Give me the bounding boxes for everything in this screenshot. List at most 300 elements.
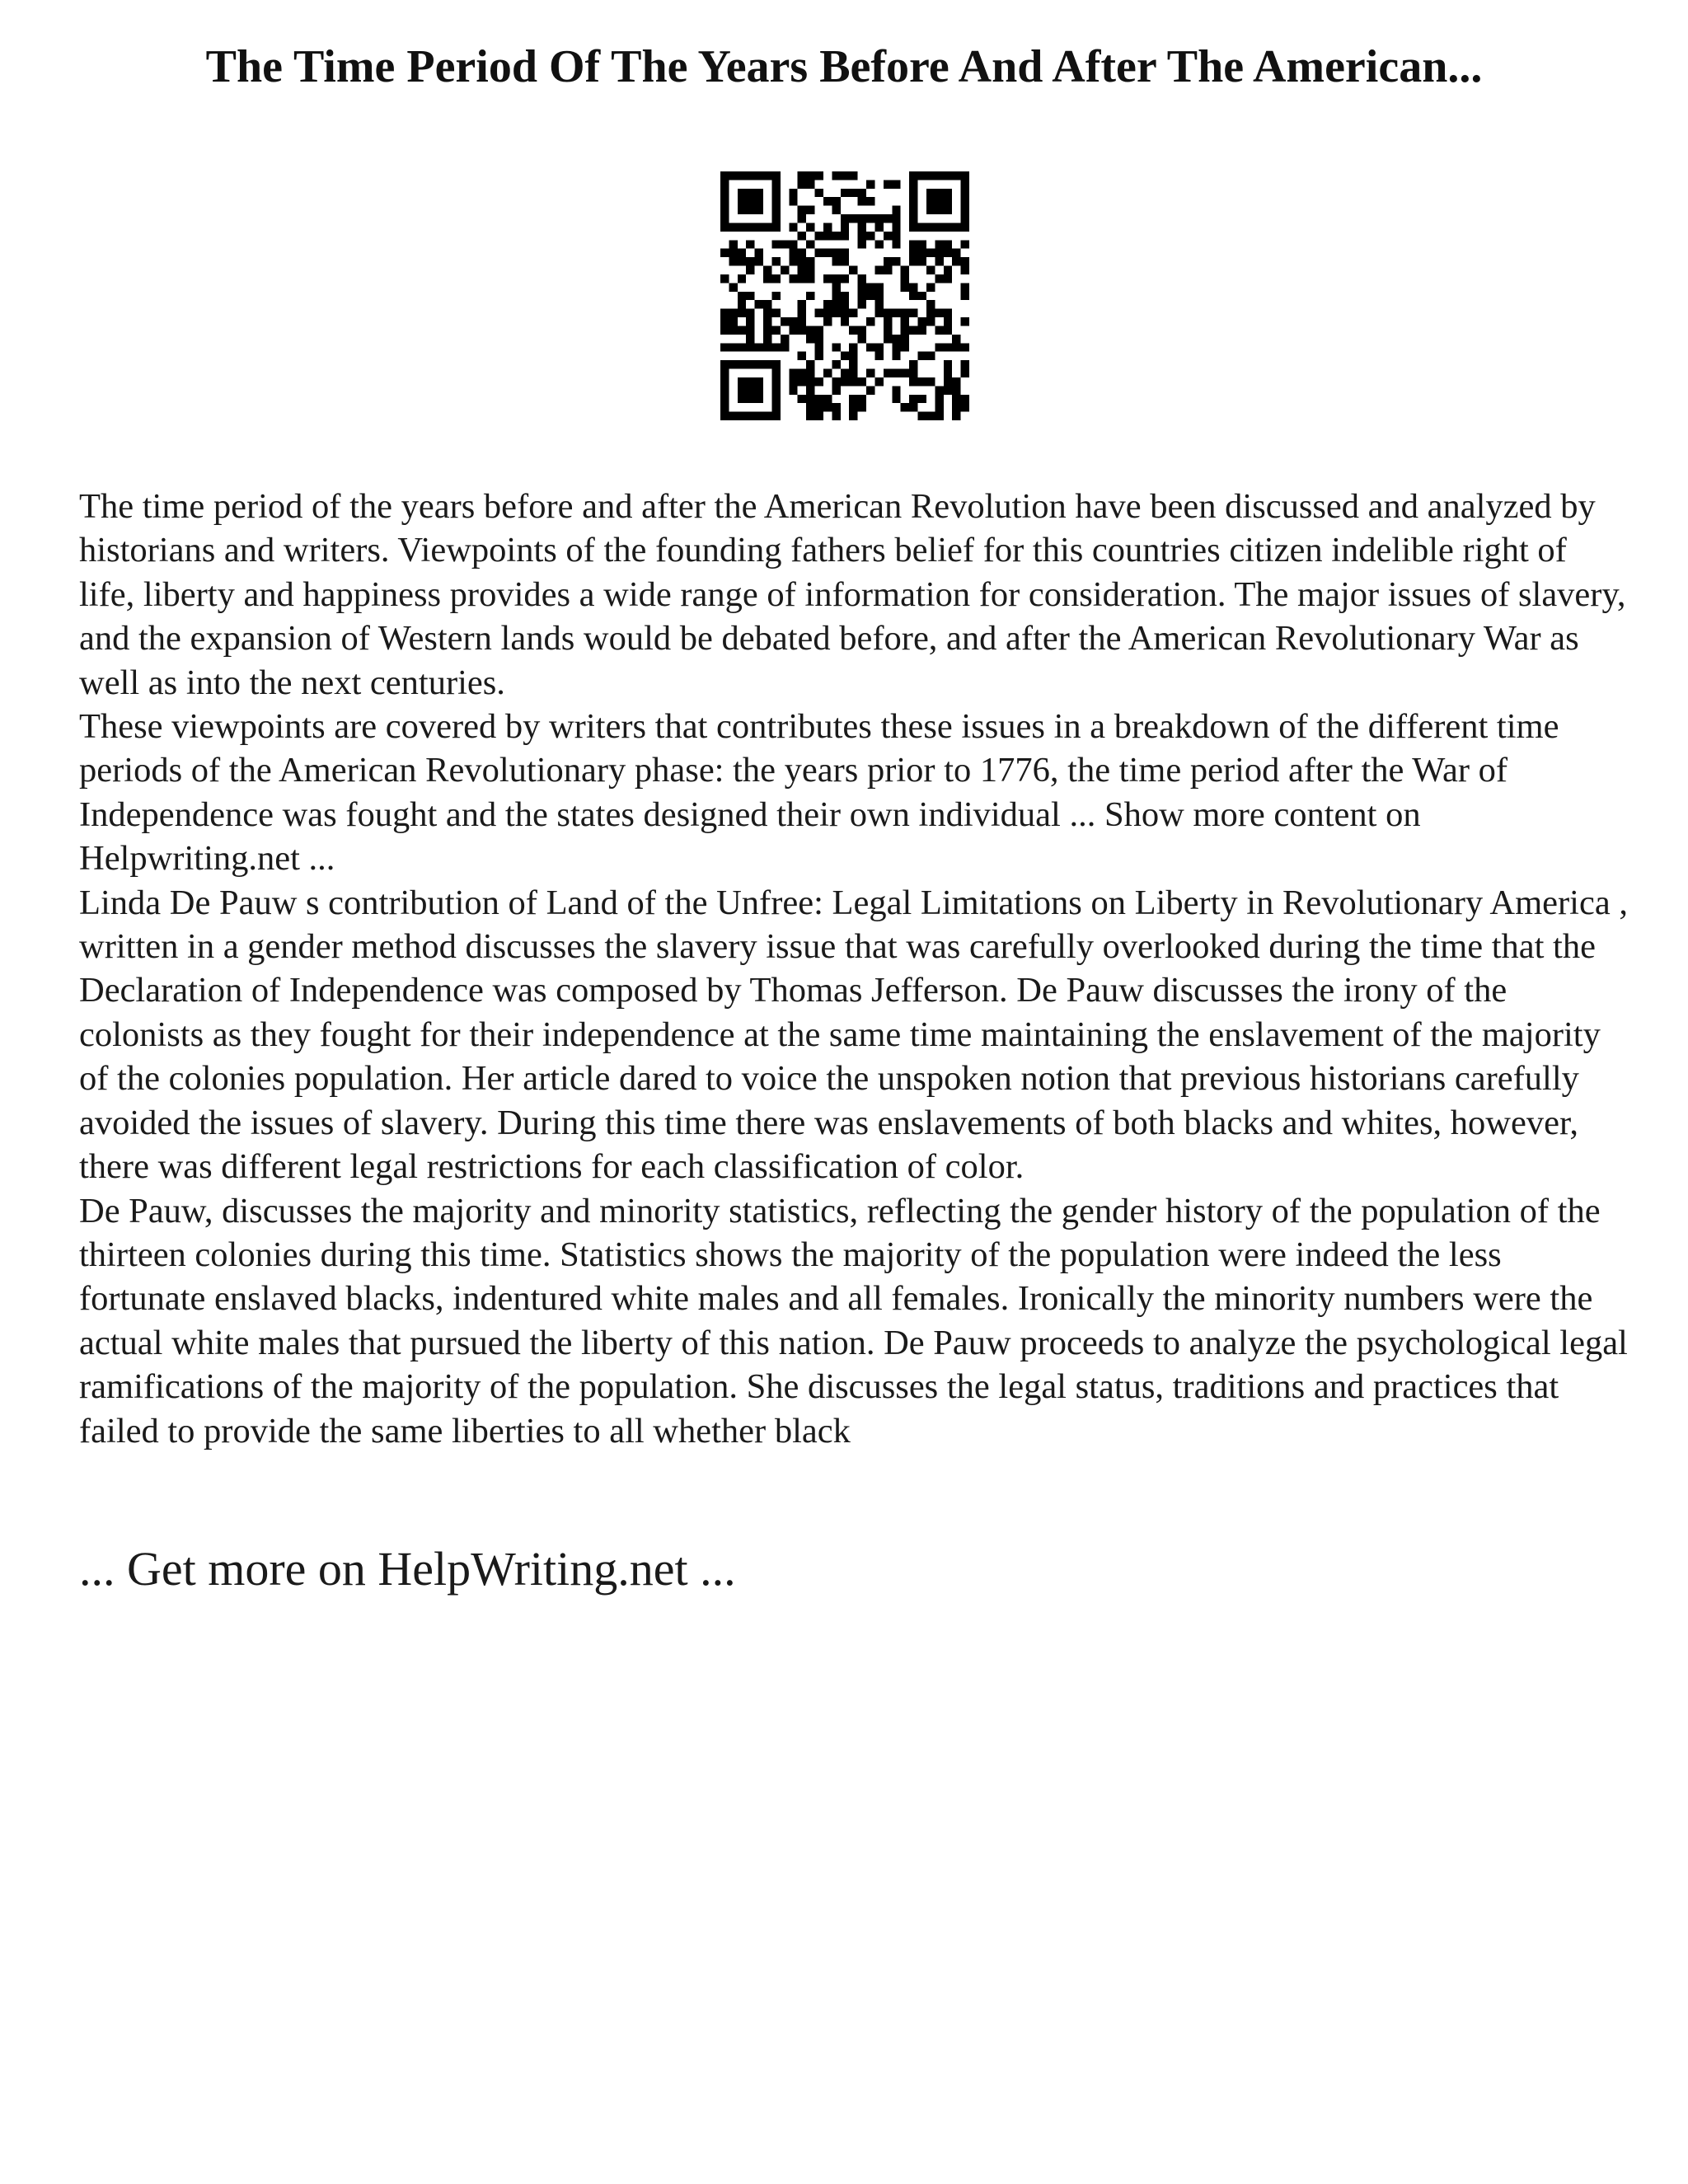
qr-module bbox=[746, 326, 754, 334]
qr-module bbox=[789, 240, 797, 248]
qr-module bbox=[720, 403, 729, 411]
qr-module bbox=[738, 326, 746, 334]
qr-module bbox=[918, 395, 926, 403]
qr-module bbox=[961, 180, 969, 188]
qr-module bbox=[806, 292, 814, 300]
qr-module bbox=[866, 180, 874, 188]
qr-module bbox=[771, 197, 780, 205]
qr-module bbox=[849, 395, 857, 403]
qr-module bbox=[926, 283, 935, 291]
qr-module bbox=[746, 317, 754, 326]
qr-module bbox=[961, 283, 969, 291]
qr-module bbox=[884, 317, 892, 326]
qr-module bbox=[789, 274, 797, 283]
qr-module bbox=[781, 335, 789, 343]
qr-module bbox=[909, 206, 917, 214]
qr-module bbox=[909, 292, 917, 300]
qr-module bbox=[789, 326, 797, 334]
qr-module bbox=[798, 317, 806, 326]
qr-module bbox=[944, 249, 952, 257]
qr-module bbox=[746, 377, 754, 386]
qr-module bbox=[901, 309, 909, 317]
qr-module bbox=[798, 352, 806, 360]
qr-module bbox=[832, 292, 840, 300]
qr-module bbox=[944, 266, 952, 274]
qr-module bbox=[815, 343, 823, 351]
qr-module bbox=[849, 360, 857, 368]
qr-module bbox=[884, 309, 892, 317]
qr-module bbox=[935, 240, 943, 248]
qr-module bbox=[849, 189, 857, 197]
qr-module bbox=[771, 189, 780, 197]
qr-module bbox=[755, 386, 763, 394]
qr-module bbox=[720, 180, 729, 188]
qr-module bbox=[909, 283, 917, 291]
qr-module bbox=[935, 274, 943, 283]
qr-module bbox=[755, 206, 763, 214]
qr-module bbox=[884, 326, 892, 334]
qr-module bbox=[746, 292, 754, 300]
qr-module bbox=[815, 412, 823, 420]
qr-module bbox=[944, 369, 952, 377]
qr-module bbox=[918, 412, 926, 420]
qr-module bbox=[746, 343, 754, 351]
qr-module bbox=[858, 395, 866, 403]
qr-module bbox=[866, 232, 874, 240]
qr-module bbox=[771, 343, 780, 351]
qr-module bbox=[884, 214, 892, 223]
qr-module bbox=[789, 223, 797, 231]
qr-module bbox=[815, 189, 823, 197]
qr-module bbox=[729, 240, 737, 248]
qr-module bbox=[892, 343, 900, 351]
qr-module bbox=[909, 326, 917, 334]
qr-module bbox=[849, 377, 857, 386]
qr-module bbox=[901, 317, 909, 326]
qr-module bbox=[720, 189, 729, 197]
qr-module bbox=[935, 386, 943, 394]
qr-module bbox=[832, 206, 840, 214]
qr-module bbox=[738, 412, 746, 420]
qr-module bbox=[909, 180, 917, 188]
qr-module bbox=[892, 240, 900, 248]
qr-module bbox=[755, 343, 763, 351]
qr-module bbox=[763, 309, 771, 317]
qr-module bbox=[926, 249, 935, 257]
qr-module bbox=[763, 335, 771, 343]
qr-module bbox=[729, 343, 737, 351]
qr-module bbox=[849, 343, 857, 351]
qr-module bbox=[746, 206, 754, 214]
qr-module bbox=[952, 223, 960, 231]
qr-module bbox=[798, 180, 806, 188]
qr-module bbox=[806, 335, 814, 343]
qr-module bbox=[806, 377, 814, 386]
qr-module bbox=[944, 317, 952, 326]
qr-module bbox=[815, 249, 823, 257]
qr-module bbox=[738, 360, 746, 368]
qr-module bbox=[789, 317, 797, 326]
qr-module bbox=[729, 326, 737, 334]
qr-module bbox=[720, 412, 729, 420]
qr-module bbox=[874, 309, 883, 317]
qr-module bbox=[815, 335, 823, 343]
qr-module bbox=[952, 343, 960, 351]
qr-module bbox=[961, 189, 969, 197]
qr-module bbox=[763, 326, 771, 334]
qr-module bbox=[909, 214, 917, 223]
qr-module bbox=[926, 317, 935, 326]
qr-module bbox=[892, 223, 900, 231]
qr-module bbox=[935, 403, 943, 411]
qr-module bbox=[806, 206, 814, 214]
qr-module bbox=[832, 412, 840, 420]
qr-module bbox=[952, 377, 960, 386]
qr-module bbox=[798, 206, 806, 214]
qr-module bbox=[720, 377, 729, 386]
qr-module bbox=[841, 257, 849, 265]
qr-module bbox=[720, 317, 729, 326]
qr-module bbox=[918, 223, 926, 231]
qr-module bbox=[892, 232, 900, 240]
qr-module bbox=[755, 360, 763, 368]
qr-module bbox=[755, 197, 763, 205]
qr-module bbox=[884, 257, 892, 265]
qr-module bbox=[858, 223, 866, 231]
qr-module bbox=[771, 309, 780, 317]
qr-module bbox=[909, 369, 917, 377]
qr-module bbox=[823, 249, 832, 257]
qr-module bbox=[755, 171, 763, 180]
qr-module bbox=[866, 386, 874, 394]
qr-module bbox=[746, 223, 754, 231]
qr-module bbox=[858, 197, 866, 205]
qr-module bbox=[815, 377, 823, 386]
qr-module bbox=[789, 377, 797, 386]
qr-module bbox=[866, 343, 874, 351]
qr-module bbox=[763, 171, 771, 180]
qr-module bbox=[858, 214, 866, 223]
qr-module bbox=[738, 395, 746, 403]
qr-module bbox=[806, 171, 814, 180]
qr-module bbox=[738, 189, 746, 197]
qr-module bbox=[926, 266, 935, 274]
qr-module bbox=[874, 300, 883, 308]
qr-module bbox=[729, 412, 737, 420]
qr-module bbox=[909, 171, 917, 180]
qr-module bbox=[729, 171, 737, 180]
qr-module bbox=[832, 343, 840, 351]
qr-module bbox=[944, 274, 952, 283]
qr-module bbox=[832, 377, 840, 386]
qr-module bbox=[849, 326, 857, 334]
qr-module bbox=[952, 395, 960, 403]
qr-module bbox=[961, 223, 969, 231]
qr-module bbox=[720, 223, 729, 231]
qr-module bbox=[823, 309, 832, 317]
qr-module bbox=[781, 266, 789, 274]
qr-module bbox=[926, 189, 935, 197]
qr-module bbox=[935, 257, 943, 265]
qr-module bbox=[866, 283, 874, 291]
qr-module bbox=[901, 274, 909, 283]
qr-module bbox=[849, 309, 857, 317]
qr-module bbox=[798, 274, 806, 283]
qr-module bbox=[841, 317, 849, 326]
qr-module bbox=[841, 377, 849, 386]
qr-module bbox=[806, 223, 814, 231]
qr-module bbox=[918, 352, 926, 360]
qr-module bbox=[841, 292, 849, 300]
qr-module bbox=[771, 377, 780, 386]
paragraph: The time period of the years before and after the American Revolution have been discussed and analyzed by historians and writers. Viewpoints of the founding fathers belief for this countries citizen indelible right of life, liberty and happiness provides a wide range of information for consideration. The major issues of slavery, and the expansion of Western lands would be debated before, and after the American Revolutionary War as well as into the next centuries. bbox=[79, 487, 1626, 702]
qr-module bbox=[771, 257, 780, 265]
qr-module bbox=[823, 395, 832, 403]
qr-module bbox=[729, 223, 737, 231]
qr-module bbox=[832, 386, 840, 394]
qr-module bbox=[746, 386, 754, 394]
qr-module bbox=[918, 377, 926, 386]
qr-module bbox=[944, 171, 952, 180]
get-more-link[interactable]: ... Get more on HelpWriting.net ... bbox=[79, 1542, 736, 1596]
qr-module bbox=[720, 206, 729, 214]
qr-module bbox=[952, 171, 960, 180]
qr-module bbox=[720, 309, 729, 317]
qr-module bbox=[763, 412, 771, 420]
qr-module bbox=[755, 249, 763, 257]
qr-module bbox=[815, 309, 823, 317]
qr-module bbox=[729, 257, 737, 265]
qr-module bbox=[832, 274, 840, 283]
qr-module bbox=[746, 360, 754, 368]
qr-module bbox=[944, 240, 952, 248]
qr-module bbox=[874, 377, 883, 386]
qr-module bbox=[771, 395, 780, 403]
qr-module bbox=[738, 249, 746, 257]
qr-module bbox=[755, 189, 763, 197]
qr-module bbox=[918, 317, 926, 326]
qr-module bbox=[806, 369, 814, 377]
paragraph: De Pauw, discusses the majority and minority statistics, reflecting the gender history of the population of the thirteen colonies during this time. Statistics shows the majority of the population were indeed the less fortunate enslaved blacks, indentured white males and all females. Ironically the minority numbers were the actual white males that pursued the liberty of this nation. De Pauw proceeds to analyze the psychological legal ramifications of the majority of the population. She discusses the legal status, traditions and practices that failed to provide the same liberties to all whether black bbox=[79, 1191, 1628, 1451]
qr-module bbox=[952, 249, 960, 257]
qr-module bbox=[806, 180, 814, 188]
qr-module bbox=[832, 197, 840, 205]
qr-module bbox=[841, 189, 849, 197]
qr-module bbox=[935, 343, 943, 351]
qr-module bbox=[961, 360, 969, 368]
qr-module bbox=[738, 309, 746, 317]
qr-module bbox=[746, 189, 754, 197]
qr-module bbox=[901, 266, 909, 274]
qr-module bbox=[823, 274, 832, 283]
qr-module bbox=[961, 206, 969, 214]
qr-module bbox=[798, 369, 806, 377]
qr-module bbox=[961, 171, 969, 180]
qr-module bbox=[901, 403, 909, 411]
qr-module bbox=[763, 274, 771, 283]
qr-module bbox=[789, 197, 797, 205]
qr-module bbox=[815, 232, 823, 240]
qr-module bbox=[798, 214, 806, 223]
qr-module bbox=[771, 326, 780, 334]
qr-module bbox=[729, 317, 737, 326]
qr-module bbox=[738, 292, 746, 300]
qr-module bbox=[874, 283, 883, 291]
qr-module bbox=[763, 317, 771, 326]
qr-module bbox=[771, 240, 780, 248]
qr-module bbox=[892, 386, 900, 394]
qr-module bbox=[918, 240, 926, 248]
qr-module bbox=[909, 360, 917, 368]
qr-module bbox=[806, 240, 814, 248]
qr-module bbox=[884, 335, 892, 343]
qr-module bbox=[720, 197, 729, 205]
qr-module bbox=[849, 369, 857, 377]
qr-module bbox=[884, 369, 892, 377]
qr-module bbox=[815, 403, 823, 411]
qr-module bbox=[892, 369, 900, 377]
qr-module bbox=[755, 257, 763, 265]
qr-module bbox=[841, 171, 849, 180]
qr-module bbox=[961, 257, 969, 265]
qr-module bbox=[918, 171, 926, 180]
qr-module bbox=[738, 171, 746, 180]
qr-module bbox=[841, 369, 849, 377]
qr-module bbox=[746, 395, 754, 403]
qr-module bbox=[866, 214, 874, 223]
qr-module bbox=[892, 352, 900, 360]
qr-module bbox=[961, 197, 969, 205]
qr-module bbox=[763, 223, 771, 231]
qr-module bbox=[909, 309, 917, 317]
qr-module bbox=[806, 395, 814, 403]
qr-module bbox=[781, 343, 789, 351]
qr-module bbox=[823, 232, 832, 240]
qr-module bbox=[789, 386, 797, 394]
qr-module bbox=[849, 352, 857, 360]
qr-module bbox=[806, 360, 814, 368]
qr-module bbox=[935, 171, 943, 180]
qr-module bbox=[806, 386, 814, 394]
qr-module bbox=[961, 343, 969, 351]
qr-module bbox=[858, 326, 866, 334]
qr-module bbox=[901, 283, 909, 291]
qr-module bbox=[944, 223, 952, 231]
qr-module bbox=[841, 249, 849, 257]
qr-module bbox=[892, 335, 900, 343]
qr-module bbox=[952, 335, 960, 343]
qr-module bbox=[746, 309, 754, 317]
qr-module bbox=[841, 352, 849, 360]
qr-module bbox=[961, 240, 969, 248]
qr-module bbox=[952, 403, 960, 411]
qr-module bbox=[763, 343, 771, 351]
qr-module bbox=[892, 309, 900, 317]
qr-module bbox=[763, 360, 771, 368]
qr-module bbox=[926, 223, 935, 231]
qr-module bbox=[789, 189, 797, 197]
qr-module bbox=[849, 266, 857, 274]
qr-module bbox=[874, 240, 883, 248]
qr-module bbox=[918, 257, 926, 265]
qr-module bbox=[729, 360, 737, 368]
qr-module bbox=[926, 377, 935, 386]
qr-module bbox=[952, 386, 960, 394]
qr-module bbox=[798, 257, 806, 265]
qr-module bbox=[874, 352, 883, 360]
qr-module bbox=[738, 386, 746, 394]
qr-module bbox=[935, 249, 943, 257]
qr-module bbox=[909, 240, 917, 248]
qr-module bbox=[944, 189, 952, 197]
qr-module bbox=[746, 240, 754, 248]
qr-module bbox=[961, 403, 969, 411]
qr-module bbox=[755, 223, 763, 231]
qr-module bbox=[763, 266, 771, 274]
qr-module bbox=[926, 171, 935, 180]
qr-module bbox=[909, 197, 917, 205]
qr-module bbox=[874, 292, 883, 300]
qr-module bbox=[738, 377, 746, 386]
qr-module bbox=[806, 403, 814, 411]
qr-module bbox=[892, 395, 900, 403]
qr-module bbox=[884, 232, 892, 240]
qr-module bbox=[944, 377, 952, 386]
qr-module bbox=[755, 412, 763, 420]
qr-module bbox=[720, 214, 729, 223]
qr-module bbox=[771, 369, 780, 377]
qr-module bbox=[866, 369, 874, 377]
qr-module bbox=[798, 326, 806, 334]
qr-module bbox=[720, 360, 729, 368]
qr-module bbox=[858, 232, 866, 240]
qr-module bbox=[806, 326, 814, 334]
qr-module bbox=[789, 369, 797, 377]
qr-module bbox=[926, 197, 935, 205]
qr-module bbox=[815, 326, 823, 334]
qr-module bbox=[918, 326, 926, 334]
qr-module bbox=[755, 395, 763, 403]
qr-module bbox=[901, 369, 909, 377]
qr-module bbox=[884, 266, 892, 274]
qr-module bbox=[866, 197, 874, 205]
qr-module bbox=[926, 309, 935, 317]
qr-module bbox=[944, 197, 952, 205]
qr-module bbox=[832, 257, 840, 265]
qr-module bbox=[823, 300, 832, 308]
qr-module bbox=[823, 197, 832, 205]
qr-module bbox=[720, 171, 729, 180]
paragraph: Linda De Pauw s contribution of Land of the Unfree: Legal Limitations on Liberty in Revolutionary America , written in a gender method discusses the slavery issue that was carefully overlooked during the time that the Declaration of Independence was composed by Thomas Jefferson. De Pauw discusses the irony of the colonists as they fought for their independence at the same time maintaining the enslavement of the majority of the colonies population. Her article dared to voice the unspoken notion that previous historians carefully avoided the issues of slavery. During this time there was enslavements of both blacks and whites, however, there was different legal restrictions for each classification of color. bbox=[79, 883, 1628, 1187]
qr-module bbox=[832, 283, 840, 291]
qr-module bbox=[901, 335, 909, 343]
qr-module bbox=[771, 223, 780, 231]
article-body bbox=[79, 485, 1629, 1453]
qr-module bbox=[926, 412, 935, 420]
qr-module bbox=[849, 214, 857, 223]
qr-module bbox=[874, 266, 883, 274]
qr-module bbox=[901, 343, 909, 351]
qr-module bbox=[815, 395, 823, 403]
qr-module bbox=[858, 403, 866, 411]
qr-module bbox=[884, 180, 892, 188]
qr-module bbox=[841, 274, 849, 283]
qr-module bbox=[755, 300, 763, 308]
qr-module bbox=[832, 360, 840, 368]
qr-module bbox=[892, 257, 900, 265]
qr-module bbox=[771, 171, 780, 180]
qr-module bbox=[771, 360, 780, 368]
